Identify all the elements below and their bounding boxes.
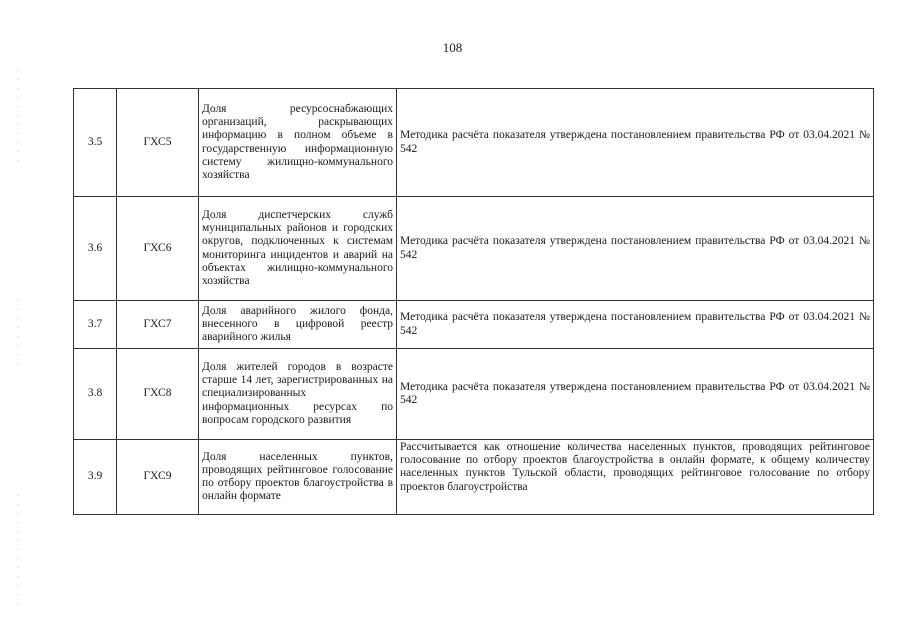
row-number: 3.8: [74, 349, 117, 440]
indicator-code: ГХС6: [117, 197, 199, 301]
table-row: [74, 440, 874, 515]
calculation-method: Методика расчёта показателя утверждена постановлением правительства РФ от 03.04.2021 № 542: [397, 89, 874, 197]
indicator-name: Доля аварийного жилого фонда, внесенного в цифровой реестр аварийного жилья: [199, 301, 397, 349]
left-margin-marks: [18, 495, 19, 605]
indicator-code: ГХС9: [117, 440, 199, 515]
indicator-name: Доля диспетчерских служб муниципальных районов и городских округов, подключенных к системам мониторинга инцидентов и аварий на объектах жилищно-коммунального хозяйства: [199, 197, 397, 301]
indicator-name: Доля населенных пунктов, проводящих рейтинговое голосование по отбору проектов благоустройства в онлайн формате: [199, 440, 397, 515]
calculation-method: Рассчитывается как отношение количества населенных пунктов, проводящих рейтинговое голосование по отбору проектов благоустройства в онлайн формате, к общему количеству населенных пунктов Тульской области, проводящих рейтинговое голосование по отбору проектов благоустройства: [397, 440, 874, 515]
row-number: 3.7: [74, 301, 117, 349]
indicator-code: ГХС7: [117, 301, 199, 349]
page-number: 108: [442, 40, 463, 55]
table-row: [74, 301, 874, 349]
indicator-code: ГХС5: [117, 89, 199, 197]
table-row: [74, 197, 874, 301]
indicator-name: Доля жителей городов в возрасте старше 14 лет, зарегистрированных на специализированных информационных ресурсах по вопросам городского развития: [199, 349, 397, 440]
row-number: 3.9: [74, 440, 117, 515]
calculation-method: Методика расчёта показателя утверждена постановлением правительства РФ от 03.04.2021 № 542: [397, 301, 874, 349]
left-margin-marks: [18, 70, 19, 165]
table-row: [74, 349, 874, 440]
calculation-method: Методика расчёта показателя утверждена постановлением правительства РФ от 03.04.2021 № 542: [397, 349, 874, 440]
row-number: 3.6: [74, 197, 117, 301]
indicator-table: [73, 88, 874, 515]
calculation-method: Методика расчёта показателя утверждена постановлением правительства РФ от 03.04.2021 № 542: [397, 197, 874, 301]
indicator-name: Доля ресурсоснабжающих организаций, раскрывающих информацию в полном объеме в государственную информационную систему жилищно-коммунального хозяйства: [199, 89, 397, 197]
row-number: 3.5: [74, 89, 117, 197]
table-row: [74, 89, 874, 197]
indicator-code: ГХС8: [117, 349, 199, 440]
left-margin-marks: [18, 300, 19, 370]
